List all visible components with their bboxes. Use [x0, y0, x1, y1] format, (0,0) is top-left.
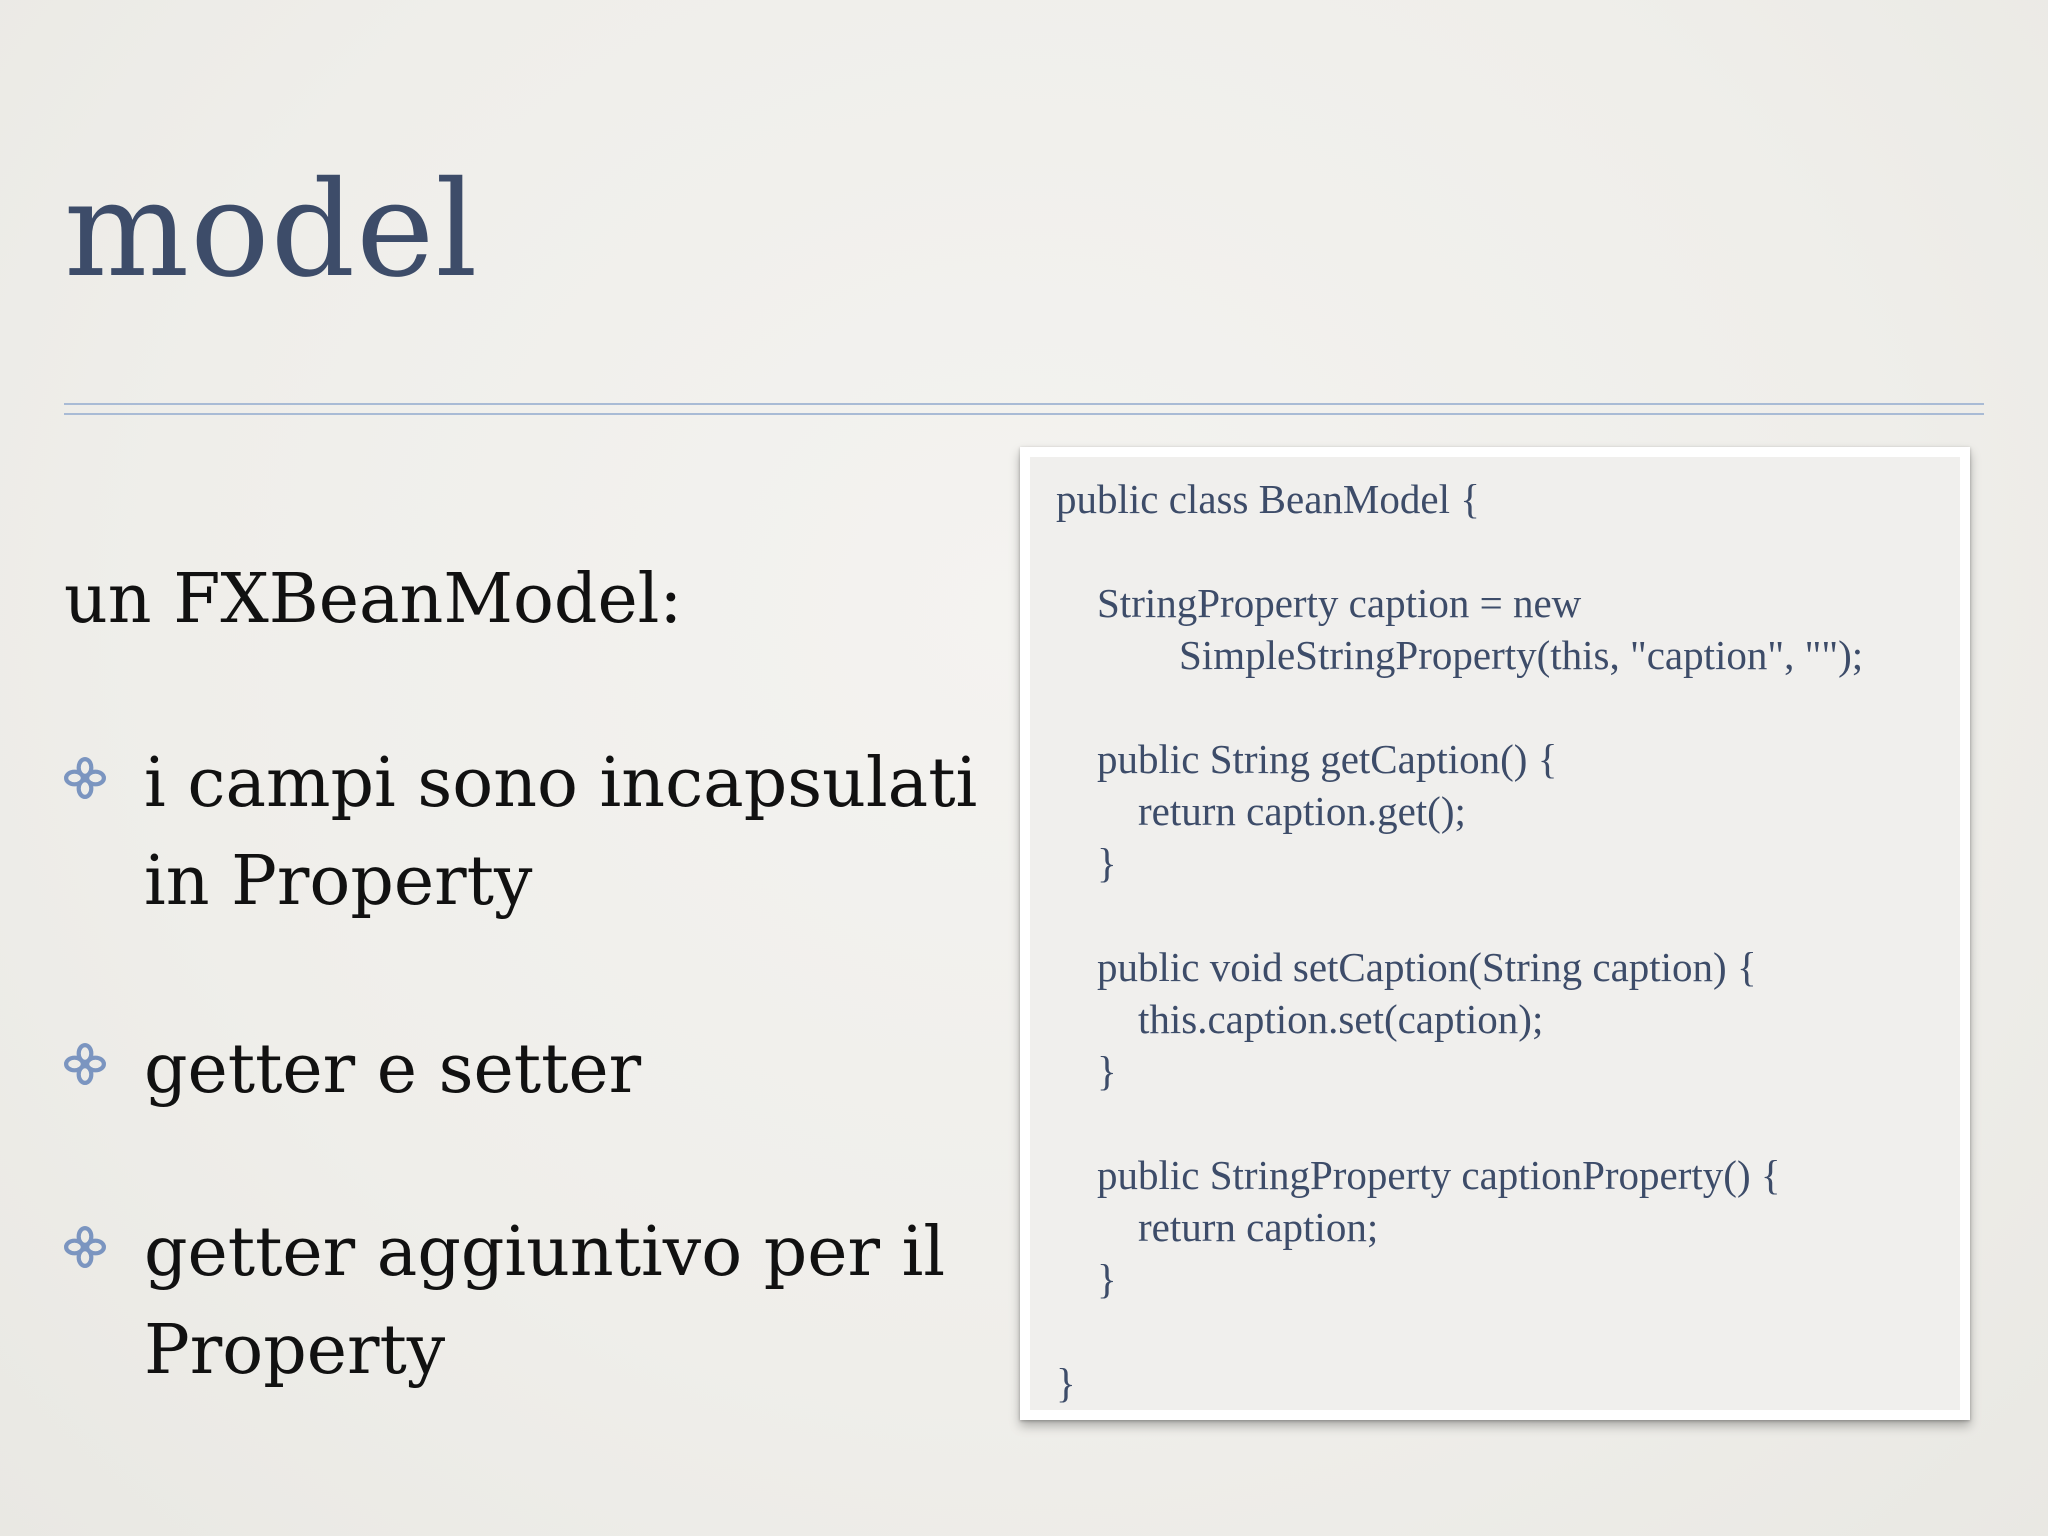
- slide-title: model: [64, 153, 479, 307]
- four-petal-flower-icon: [64, 1226, 106, 1268]
- bullet-text: [144, 735, 1004, 931]
- bullet-line: Property: [144, 1311, 446, 1390]
- code-line: StringProperty caption = new: [1056, 580, 1582, 626]
- bullet-line: getter e setter: [144, 1030, 642, 1109]
- bullet-line: i campi sono incapsulati: [144, 744, 978, 823]
- code-line: }: [1056, 1256, 1117, 1302]
- four-petal-flower-icon: [64, 1043, 106, 1085]
- code-line: [1056, 681, 1863, 733]
- code-block: [1056, 473, 1863, 1409]
- code-line: [1056, 525, 1863, 577]
- code-line: this.caption.set(caption);: [1056, 996, 1544, 1042]
- bullet-text: [144, 1204, 1004, 1400]
- title-divider: [64, 403, 1984, 415]
- code-line: public String getCaption() {: [1056, 736, 1558, 782]
- code-line: public void setCaption(String caption) {: [1056, 944, 1757, 990]
- code-panel: [1020, 447, 1970, 1420]
- code-line: }: [1056, 840, 1117, 886]
- code-line: [1056, 1305, 1863, 1357]
- code-line: [1056, 1097, 1863, 1149]
- code-line: SimpleStringProperty(this, "caption", "");: [1056, 632, 1864, 678]
- intro-text: un FXBeanModel:: [64, 560, 683, 639]
- code-line: return caption;: [1056, 1204, 1379, 1250]
- code-line: public class BeanModel {: [1056, 476, 1480, 522]
- bullet-line: getter aggiuntivo per il: [144, 1213, 946, 1292]
- bullet-text: [144, 1021, 1004, 1119]
- bullet-line: in Property: [144, 842, 533, 921]
- four-petal-flower-icon: [64, 757, 106, 799]
- code-line: public StringProperty captionProperty() {: [1056, 1152, 1781, 1198]
- code-line: [1056, 889, 1863, 941]
- code-line: return caption.get();: [1056, 788, 1466, 834]
- code-line: }: [1056, 1360, 1076, 1406]
- code-line: }: [1056, 1048, 1117, 1094]
